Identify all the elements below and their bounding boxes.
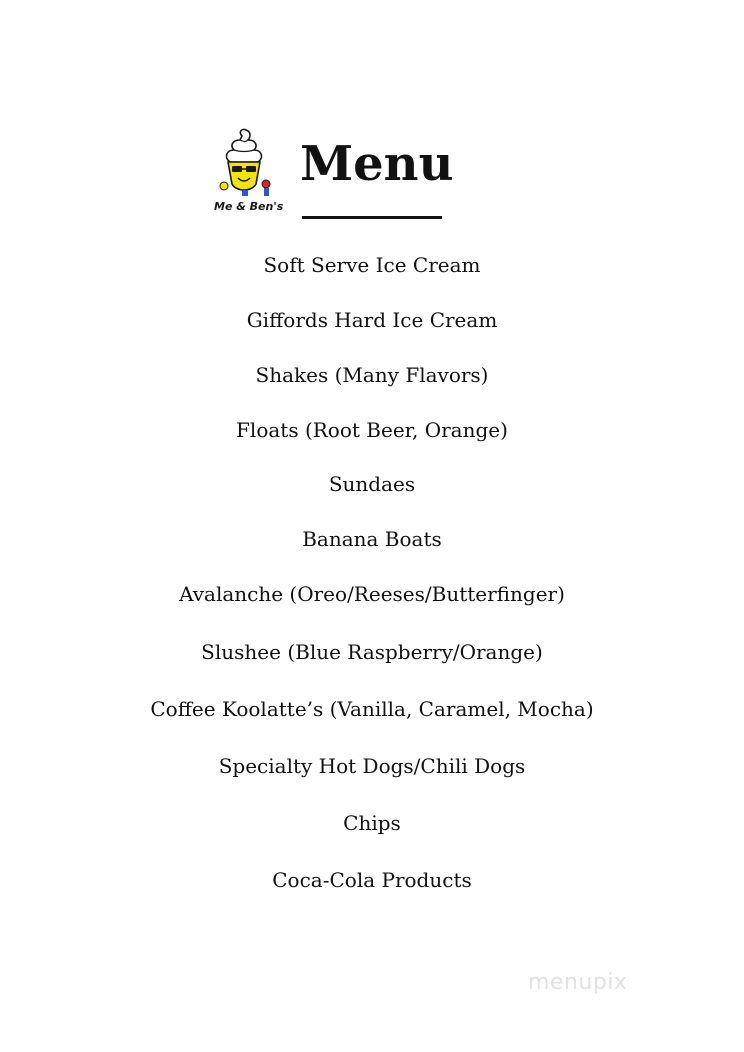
title-underline — [302, 216, 442, 219]
menu-item: Chips — [343, 811, 401, 835]
menu-item: Soft Serve Ice Cream — [263, 253, 481, 277]
menu-item: Floats (Root Beer, Orange) — [236, 418, 508, 442]
menu-item: Giffords Hard Ice Cream — [246, 308, 498, 332]
menu-item: Sundaes — [328, 472, 416, 496]
menu-item: Slushee (Blue Raspberry/Orange) — [201, 640, 543, 664]
page-title: Menu — [300, 136, 454, 192]
logo-text: Me & Ben's — [214, 200, 284, 213]
menu-item: Coffee Koolatte’s (Vanilla, Caramel, Mocha) — [150, 697, 594, 721]
logo — [212, 128, 292, 220]
menu-item: Specialty Hot Dogs/Chili Dogs — [218, 754, 526, 778]
menu-item: Coca-Cola Products — [272, 868, 472, 892]
menu-item: Shakes (Many Flavors) — [255, 363, 489, 387]
menu-item: Banana Boats — [302, 527, 442, 551]
watermark: menupix — [528, 970, 628, 995]
menu-item: Avalanche (Oreo/Reeses/Butterfinger) — [179, 582, 565, 606]
